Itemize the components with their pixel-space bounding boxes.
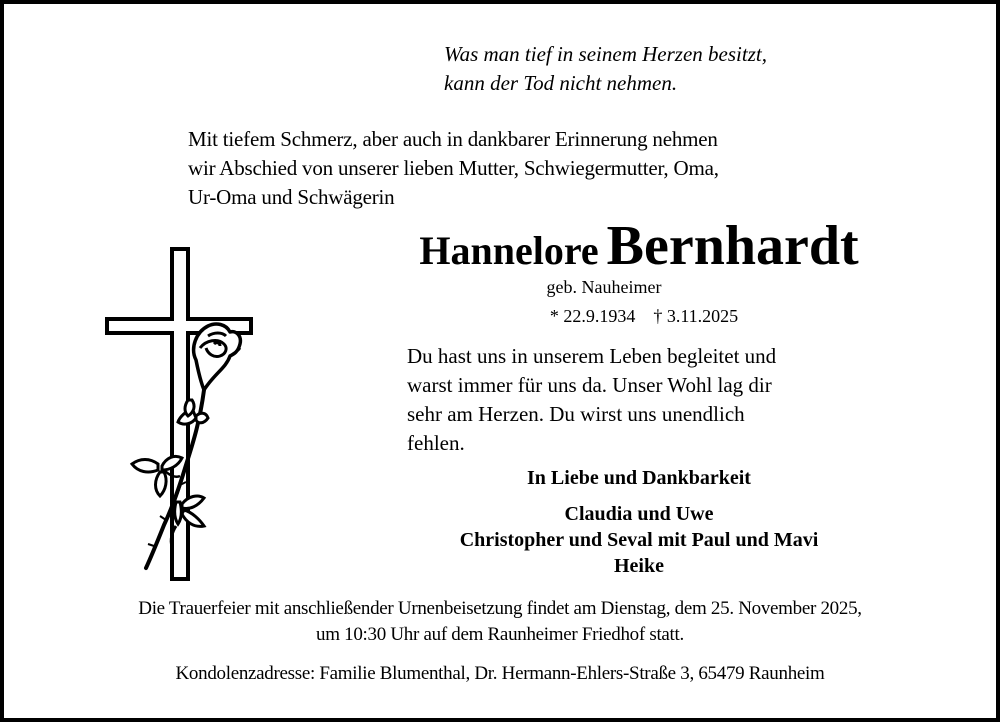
mourner-entry: Claudia und Uwe <box>564 503 714 525</box>
service-line: Die Trauerfeier mit anschließender Urnenbeisetzung findet am Dienstag, dem 25. November 2025, <box>138 598 862 619</box>
service-line: um 10:30 Uhr auf dem Raunheimer Friedhof statt. <box>316 624 684 645</box>
intro-line: Ur-Oma und Schwägerin <box>188 185 395 209</box>
deceased-last-name: Bernhardt <box>606 215 859 277</box>
verse-line: fehlen. <box>407 431 465 455</box>
closing-phrase: In Liebe und Dankbarkeit <box>527 467 751 489</box>
motto-line: kann der Tod nicht nehmen. <box>444 71 678 95</box>
mourner-entry: Heike <box>614 555 664 577</box>
memorial-verse <box>407 342 877 458</box>
motto-quote <box>444 40 767 98</box>
condolence-address: Kondolenzadresse: Familie Blumenthal, Dr. Hermann-Ehlers-Straße 3, 65479 Raunheim <box>175 663 825 684</box>
motto-line: Was man tief in seinem Herzen besitzt, <box>444 42 767 66</box>
birth-name: geb. Nauheimer <box>546 277 662 297</box>
mourner-entry: Christopher und Seval mit Paul und Mavi <box>459 529 819 551</box>
funeral-service-info <box>4 596 996 648</box>
intro-text <box>188 125 868 212</box>
deceased-first-name: Hannelore <box>419 228 599 273</box>
verse-line: sehr am Herzen. Du wirst uns unendlich <box>407 402 745 426</box>
death-date: † 3.11.2025 <box>653 306 739 326</box>
mourners-list <box>384 501 894 579</box>
verse-line: Du hast uns in unserem Leben begleitet und <box>407 344 777 368</box>
intro-line: wir Abschied von unserer lieben Mutter, Schwiegermutter, Oma, <box>188 156 719 180</box>
life-dates <box>444 304 844 328</box>
birth-date: * 22.9.1934 <box>549 306 636 326</box>
cross-with-rose-icon <box>96 240 266 595</box>
verse-line: warst immer für uns da. Unser Wohl lag dir <box>407 373 772 397</box>
intro-line: Mit tiefem Schmerz, aber auch in dankbarer Erinnerung nehmen <box>188 127 718 151</box>
